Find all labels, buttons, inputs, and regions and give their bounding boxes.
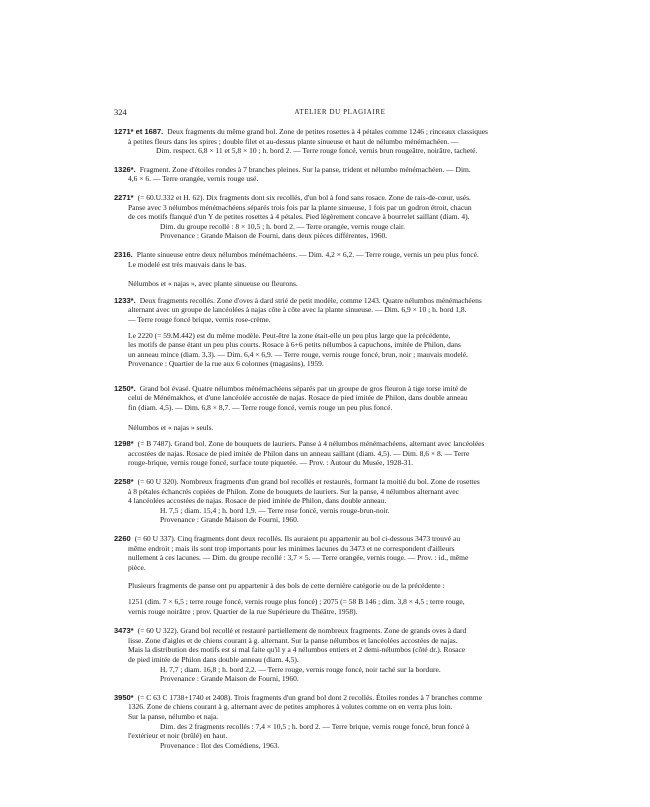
text-line: l'extérieur et noir (brûlé) en haut. — [128, 731, 228, 741]
catalogue-entry — [114, 693, 566, 751]
text-line: (= 60 U 320). Nombreux fragments d'un grand bol recollés et restaurés, formant la moitié du bol. Zone de rosettes — [137, 477, 480, 487]
text-line: 4,6 × 6. — Terre orangée, vernis rouge usé. — [128, 174, 259, 184]
text-line: pièce. — [128, 562, 146, 572]
text-line: (= B 7487). Grand bol. Zone de bouquets de lauriers. Panse à 4 nélumbos ménémachéens, alternant avec lancéolées — [137, 439, 485, 449]
paragraph — [114, 597, 566, 616]
text-line: de ces motifs flanqué d'un Y de petites rosettes à 4 pétales. Pied légèrement concave à bourrelet saillant (diam. 4). — [128, 212, 470, 222]
catalogue-entry — [114, 296, 566, 325]
text-line: Provenance : Grande Maison de Fourni, 1960. — [160, 674, 299, 684]
entry-number: 2271* — [114, 192, 134, 202]
text-line: Grand bol évasé. Quatre nélumbos ménémachéens séparés par un groupe de gros fleuron à tige torse imité de — [139, 383, 468, 393]
section-heading: Nélumbos et « najas », avec plante sinueuse ou fleurons. — [128, 279, 298, 289]
text-line: Deux fragments recollés. Zone d'oves à dard strié de petit modèle, comme 1243. Quatre nélumbos ménémachéens — [139, 295, 482, 305]
text-line: même endroit ; mais ils sont trop importants pour les minimes lacunes du 3473 et ne correspondent d'ailleurs — [128, 543, 455, 553]
main-text — [114, 127, 566, 750]
catalogue-entry — [114, 534, 566, 572]
catalogue-entry — [114, 439, 566, 468]
text-line: 4 lancéolées accostées de najas. Rosace de pied imitée de Philon, dans double anneau. — [128, 496, 387, 506]
page-number: 324 — [114, 107, 127, 117]
entry-number: 3473* — [114, 626, 134, 636]
text-line: Panse avec 3 nélumbos ménémachéens séparés trois fois par la plante sinueuse, 1 fois par un godron étroit, chacun — [128, 202, 472, 212]
section-heading: Nélumbos et « najas » seuls. — [128, 422, 214, 432]
catalogue-entry — [114, 127, 566, 156]
catalogue-entry — [114, 250, 566, 269]
text-line: Sur la panse, nélumbo et naja. — [128, 711, 219, 721]
text-line: Provenance : Grande Maison de Fourni, 1960. — [160, 515, 299, 525]
text-line: à 8 pétales échancrés copiées de Philon. Zone de bouquets de lauriers. Sur la panse, 4 nélumbos alternant avec — [128, 486, 459, 496]
text-line: (= 60.U.332 et H. 62). Dix fragments dont six recollés, d'un bol à fond sans rosace. Zone de rais-de-cœur, usés. — [137, 192, 471, 202]
text-line: — Terre rouge foncé brique, vernis rose-crème. — [128, 314, 271, 324]
entry-number: 1271* et 1687. — [114, 127, 164, 136]
entry-number: 2316. — [114, 249, 133, 259]
text-line: les motifs de panse étant un peu plus courts. Rosace à 6+6 petits nélumbos à capuchons, imitée de Philon, dans — [128, 340, 461, 350]
text-line: accostées de najas. Rosace de pied imitée de Philon dans un anneau saillant (diam. 4,5). — Dim. 8,6 × 8. — Terre — [128, 448, 470, 458]
text-line: Provenance : Grande Maison de Fourni, dans deux pièces différentes, 1960. — [160, 231, 388, 241]
text-line: (= 60 U 322). Grand bol recollé et restauré partiellement de nombreux fragments. Zone de grands oves à dard — [137, 626, 467, 636]
text-line: Plusieurs fragments de panse ont pu appartenir à des bols de cette dernière catégorie ou de la précédente : — [128, 581, 445, 591]
running-title: ATELIER DU PLAGIAIRE — [294, 108, 386, 116]
paragraph — [114, 581, 566, 591]
text-line: H. 7,7 ; diam. 16,8 ; h. bord 2,2. — Terre rouge, vernis rouge foncé, noir taché sur la bordure. — [160, 664, 441, 674]
text-line: Mais la distribution des motifs est si mal faite qu'il y a 4 nélumbos entiers et 2 demi-nélumbos (côté dr.). Rosace — [128, 645, 466, 655]
entry-number: 3950* — [114, 692, 134, 702]
text-line: alternant avec un groupe de lancéolées à najas côte à côte avec la plante sinueuse. — Dim. 6,9 × 10 ; h. bord 1,8. — [128, 305, 467, 315]
text-line: Provenance : Ilot des Comédiens, 1963. — [160, 740, 280, 750]
text-line: 1326. Zone de chiens courant à g. alternant avec de petites amphores à volutes comme on en verra plus loin. — [128, 702, 453, 712]
paragraph — [114, 331, 566, 369]
text-line: (= 60 U 337). Cinq fragments dont deux recollés. Ils auraient pu appartenir au bol ci-dessous 3473 trouvé au — [134, 534, 461, 543]
text-line: de pied imitée de Philon dans double anneau (diam. 4,5). — [128, 654, 299, 664]
catalogue-entry — [114, 626, 566, 684]
text-line: un anneau mince (diam. 3,3). — Dim. 6,4 × 6,9. — Terre rouge, vernis rouge foncé, brun, noir ; mauvais modelé. — [128, 349, 468, 359]
entry-number: 1233*. — [114, 295, 136, 305]
text-line: Provenance : Quartier de la rue aux 6 colonnes (magasins), 1959. — [128, 359, 324, 369]
text-line: rouge-brique, vernis rouge foncé, surface toute piquetée. — Prov. : Autour du Musée, 1928-31. — [128, 458, 414, 468]
entry-number: 2260 — [114, 534, 131, 543]
text-line: lisse. Zone d'aigles et de chiens courant à g. alternant. Sur la panse nélumbos et lancéolées accostées de najas. — [128, 635, 458, 645]
catalogue-entry — [114, 477, 566, 525]
text-line: Dim. respect. 6,8 × 11 et 5,8 × 10 ; h. bord 2. — Terre rouge foncé, vernis brun rougeâtre, noirâtre, tacheté. — [156, 146, 478, 156]
entry-number: 1250*. — [114, 383, 136, 393]
text-line: Fragment. Zone d'étoiles rondes à 7 branches pleines. Sur la panse, trident et nélumbo ménémachéen. — Dim. — [139, 164, 471, 174]
catalogue-entry — [114, 165, 566, 184]
text-line: Dim. du groupe recollé : 8 × 10,5 ; h. bord 2. — Terre orangée, vernis rouge clair. — [160, 221, 405, 231]
entry-number: 1326*. — [114, 164, 136, 174]
text-line: Le modelé est très mauvais dans le bas. — [128, 259, 247, 269]
text-line: celui de Ménémakhos, et d'une lancéolée accostée de najas. Rosace de pied imitée de Philon, dans double anneau — [128, 393, 468, 403]
text-line: Dim. des 2 fragments recollés : 7,4 × 10,5 ; h. bord 2. — Terre brique, vernis rouge foncé, brun foncé à — [160, 721, 470, 731]
catalogue-entry — [114, 384, 566, 413]
catalogue-entry — [114, 193, 566, 241]
entry-number: 1298* — [114, 439, 134, 449]
text-line: à petites fleurs dans les spires ; double filet et au-dessus plante sinueuse et haut de nélumbo ménémachéen. — — [128, 136, 459, 146]
text-line: Deux fragments du même grand bol. Zone de petites rosettes à 4 pétales comme 1246 ; rinceaux classiques — [167, 127, 488, 136]
text-line: Plante sinueuse entre deux nélumbos ménémachéens. — Dim. 4,2 × 6,2. — Terre rouge, vernis un peu plus foncé. — [136, 249, 479, 259]
text-line: H. 7,5 ; diam. 15,4 ; h. bord 1,9. — Terre rose foncé, vernis rouge-brun-noir. — [160, 505, 390, 515]
running-header — [114, 108, 566, 120]
text-line: (= C 63 C 1738+1740 et 2408). Trois fragments d'un grand bol dont 2 recollés. Étoiles rondes à 7 branches comme — [137, 692, 482, 702]
entry-number: 2258* — [114, 477, 134, 487]
text-line: vernis rouge noirâtre ; prov. Quartier de la rue Supérieure du Théâtre, 1958). — [128, 606, 358, 616]
text-line: Le 2220 (= 59.M.442) est du même modèle. Peut-être la zone était-elle un peu plus large que la précédente, — [128, 330, 451, 340]
text-line: 1251 (dim. 7 × 6,5 ; terre rouge foncé, vernis rouge plus foncé) ; 2075 (= 58 B 146 ; dim. 3,8 × 4,5 ; terre rouge, — [128, 596, 465, 606]
text-line: nullement à ces lacunes. — Dim. du groupe recollé : 3,7 × 5. — Terre orangée, vernis rouge. — Prov. : id., même — [128, 553, 469, 563]
text-line: fin (diam. 4,5). — Dim. 6,8 × 8,7. — Terre rouge foncé, vernis rouge un peu plus foncé. — [128, 403, 393, 413]
